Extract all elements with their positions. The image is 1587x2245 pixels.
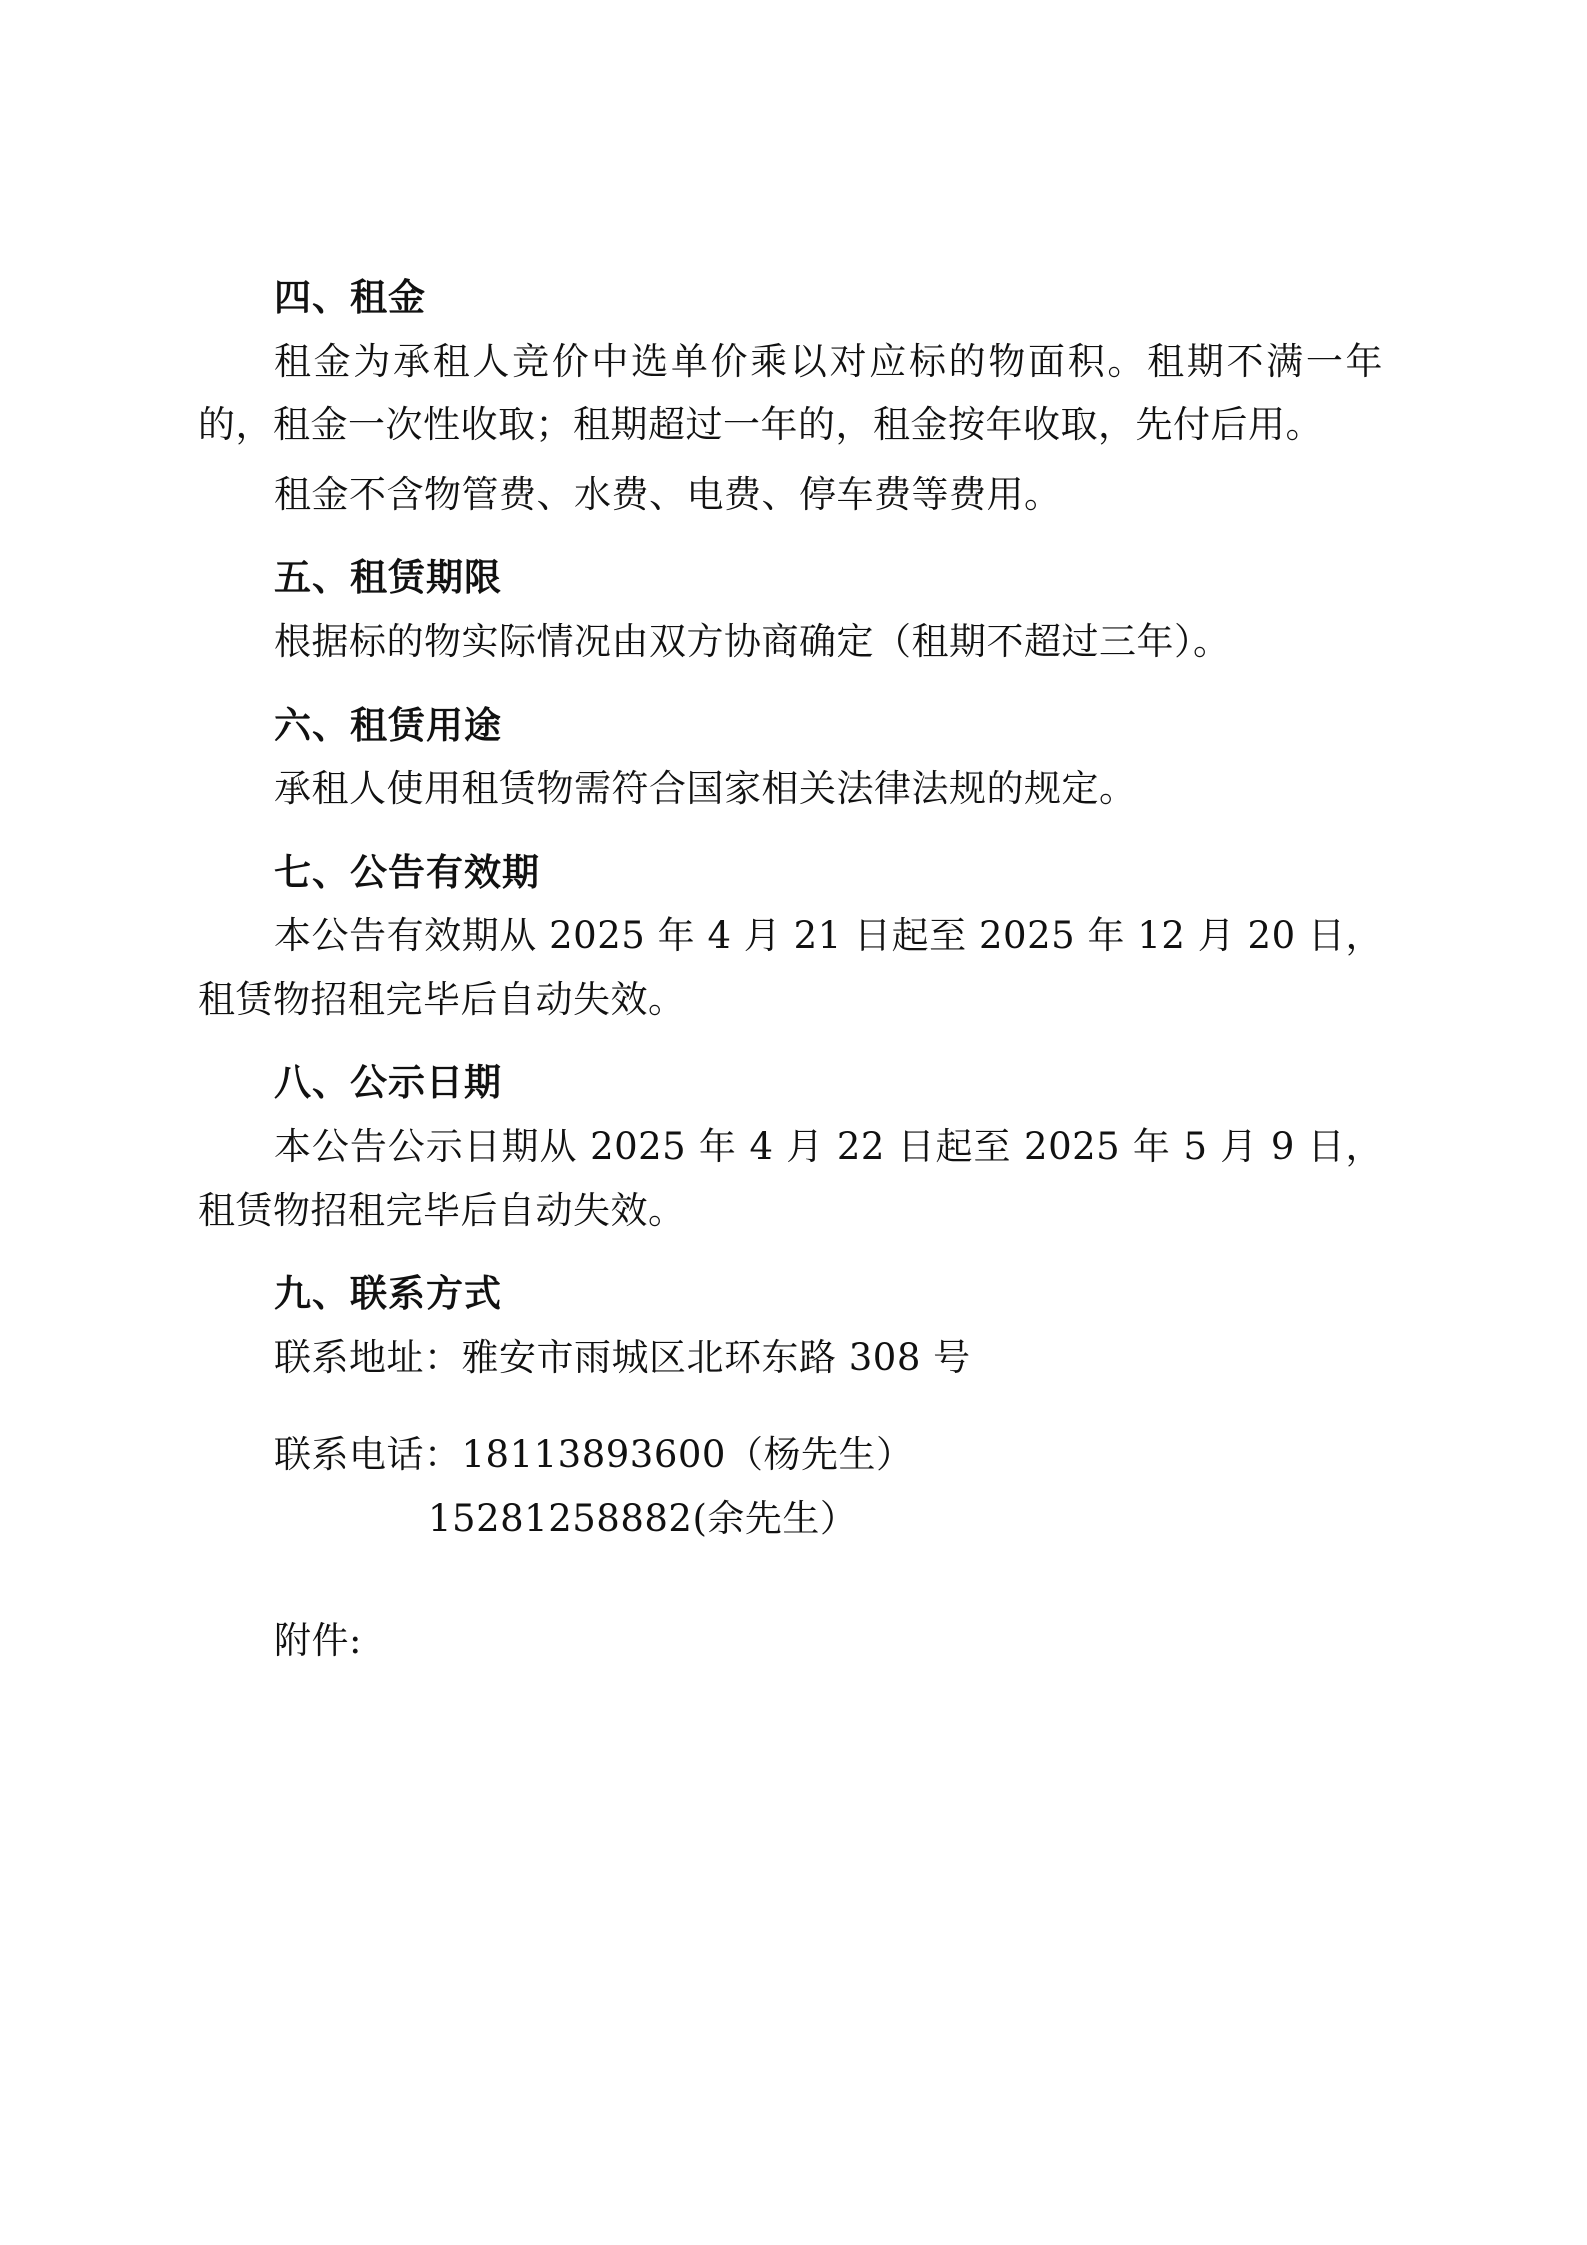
attachment-label: 附件: — [274, 1618, 362, 1662]
section-heading-lease-term: 五、租赁期限 — [274, 556, 502, 600]
section-paragraph-lease-purpose-1: 承租人使用租赁物需符合国家相关法律法规的规定。 — [274, 767, 1137, 810]
document-body — [198, 270, 1383, 1672]
spacer — [198, 532, 1383, 550]
spacer — [198, 1389, 1383, 1423]
contact-address: 联系地址：雅安市雨城区北环东路 308 号 — [274, 1335, 971, 1379]
spacer — [198, 680, 1383, 698]
section-heading-validity-period: 七、公告有效期 — [274, 850, 540, 894]
section-heading-rent: 四、租金 — [274, 276, 426, 319]
contact-phone-primary: 联系电话：18113893600（杨先生） — [274, 1433, 914, 1477]
spacer — [198, 1037, 1383, 1055]
section-heading-contact: 九、联系方式 — [274, 1272, 502, 1316]
section-paragraph-lease-term-1: 根据标的物实际情况由双方协商确定（租期不超过三年）。 — [274, 619, 1231, 663]
spacer — [198, 827, 1383, 845]
spacer — [198, 1551, 1383, 1609]
section-paragraph-publicity-date-1: 本公告公示日期从 2025 年 4 月 22 日起至 2025 年 5 月 9 日，租赁物招租完毕后自动失效。 — [198, 1124, 1383, 1232]
contact-phone-secondary: 15281258882(余先生） — [428, 1496, 858, 1540]
section-heading-publicity-date: 八、公示日期 — [274, 1061, 502, 1105]
section-paragraph-rent-1: 租金为承租人竞价中选单价乘以对应标的物面积。租期不满一年的，租金一次性收取；租期超过一年的，租金按年收取，先付后用。 — [198, 339, 1383, 447]
spacer — [198, 1248, 1383, 1266]
section-paragraph-rent-2: 租金不含物管费、水费、电费、停车费等费用。 — [274, 472, 1062, 516]
section-paragraph-validity-period-1: 本公告有效期从 2025 年 4 月 21 日起至 2025 年 12 月 20 日，租赁物招租完毕后自动失效。 — [198, 914, 1383, 1021]
section-heading-lease-purpose: 六、租赁用途 — [274, 703, 502, 747]
